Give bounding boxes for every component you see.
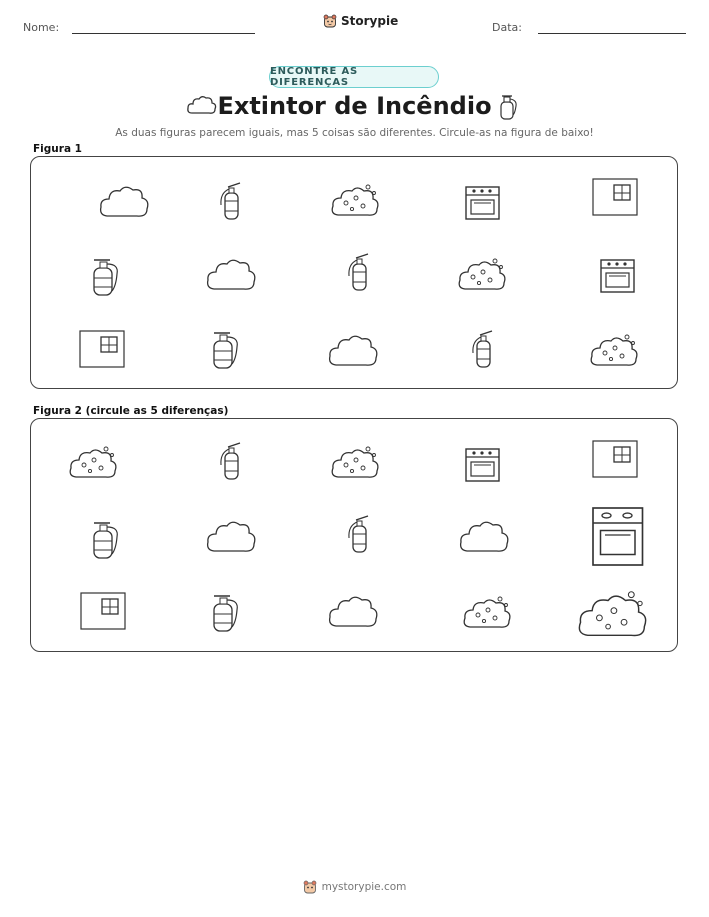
storypie-mascot-icon (323, 14, 337, 28)
date-line[interactable] (538, 33, 686, 34)
cloud-icon[interactable] (330, 336, 377, 365)
storypie-logo (323, 14, 398, 28)
stove-icon[interactable] (466, 187, 499, 219)
figure-1-panel (30, 156, 678, 389)
gas-cylinder-icon (497, 91, 519, 121)
footer-site[interactable]: mystorypie.com (321, 881, 407, 893)
gas-cylinder-icon[interactable] (214, 333, 237, 368)
page-title: Extintor de Incêndio (217, 92, 492, 120)
foam-cloud-icon[interactable] (591, 335, 637, 365)
foam-cloud-icon-large[interactable] (579, 592, 645, 636)
cloud-icon[interactable] (208, 260, 255, 289)
cloud-icon[interactable] (330, 597, 377, 626)
footer (0, 880, 709, 894)
stove-icon[interactable] (601, 260, 634, 292)
fire-extinguisher-icon[interactable] (221, 183, 240, 219)
gas-cylinder-icon[interactable] (214, 596, 237, 631)
name-label: Nome: (23, 21, 60, 34)
storypie-mascot-icon (303, 880, 317, 894)
stove-icon[interactable] (466, 449, 499, 481)
fire-extinguisher-icon[interactable] (349, 254, 368, 290)
foam-cloud-icon[interactable] (464, 597, 510, 627)
name-line[interactable] (72, 33, 255, 34)
window-icon[interactable] (593, 441, 637, 477)
foam-cloud-icon[interactable] (459, 259, 505, 289)
fire-extinguisher-icon[interactable] (221, 443, 240, 479)
figure-1-label: Figura 1 (33, 143, 82, 155)
figure-1-canvas (31, 157, 679, 390)
figure-2-panel (30, 418, 678, 652)
cloud-icon[interactable] (208, 522, 255, 551)
gas-cylinder-icon[interactable] (94, 523, 117, 558)
cloud-icon[interactable] (461, 522, 508, 551)
foam-cloud-icon[interactable] (70, 447, 116, 477)
figure-2-label: Figura 2 (circule as 5 diferenças) (33, 405, 229, 417)
brand-name: Storypie (341, 14, 399, 28)
cloud-icon[interactable] (101, 187, 148, 216)
fire-extinguisher-icon[interactable] (473, 331, 492, 367)
window-icon[interactable] (81, 593, 125, 629)
date-label: Data: (492, 21, 522, 34)
instructions: As duas figuras parecem iguais, mas 5 coisas são diferentes. Circule-as na figura de baixo! (115, 127, 594, 139)
foam-cloud-icon[interactable] (332, 185, 378, 215)
activity-badge: ENCONTRE AS DIFERENÇAS (269, 66, 439, 88)
foam-cloud-icon[interactable] (332, 447, 378, 477)
window-icon[interactable] (80, 331, 124, 367)
gas-cylinder-icon[interactable] (94, 260, 117, 295)
figure-2-canvas (31, 419, 679, 653)
stove-icon-large[interactable] (593, 508, 643, 565)
window-icon[interactable] (593, 179, 637, 215)
fire-extinguisher-icon[interactable] (349, 516, 368, 552)
